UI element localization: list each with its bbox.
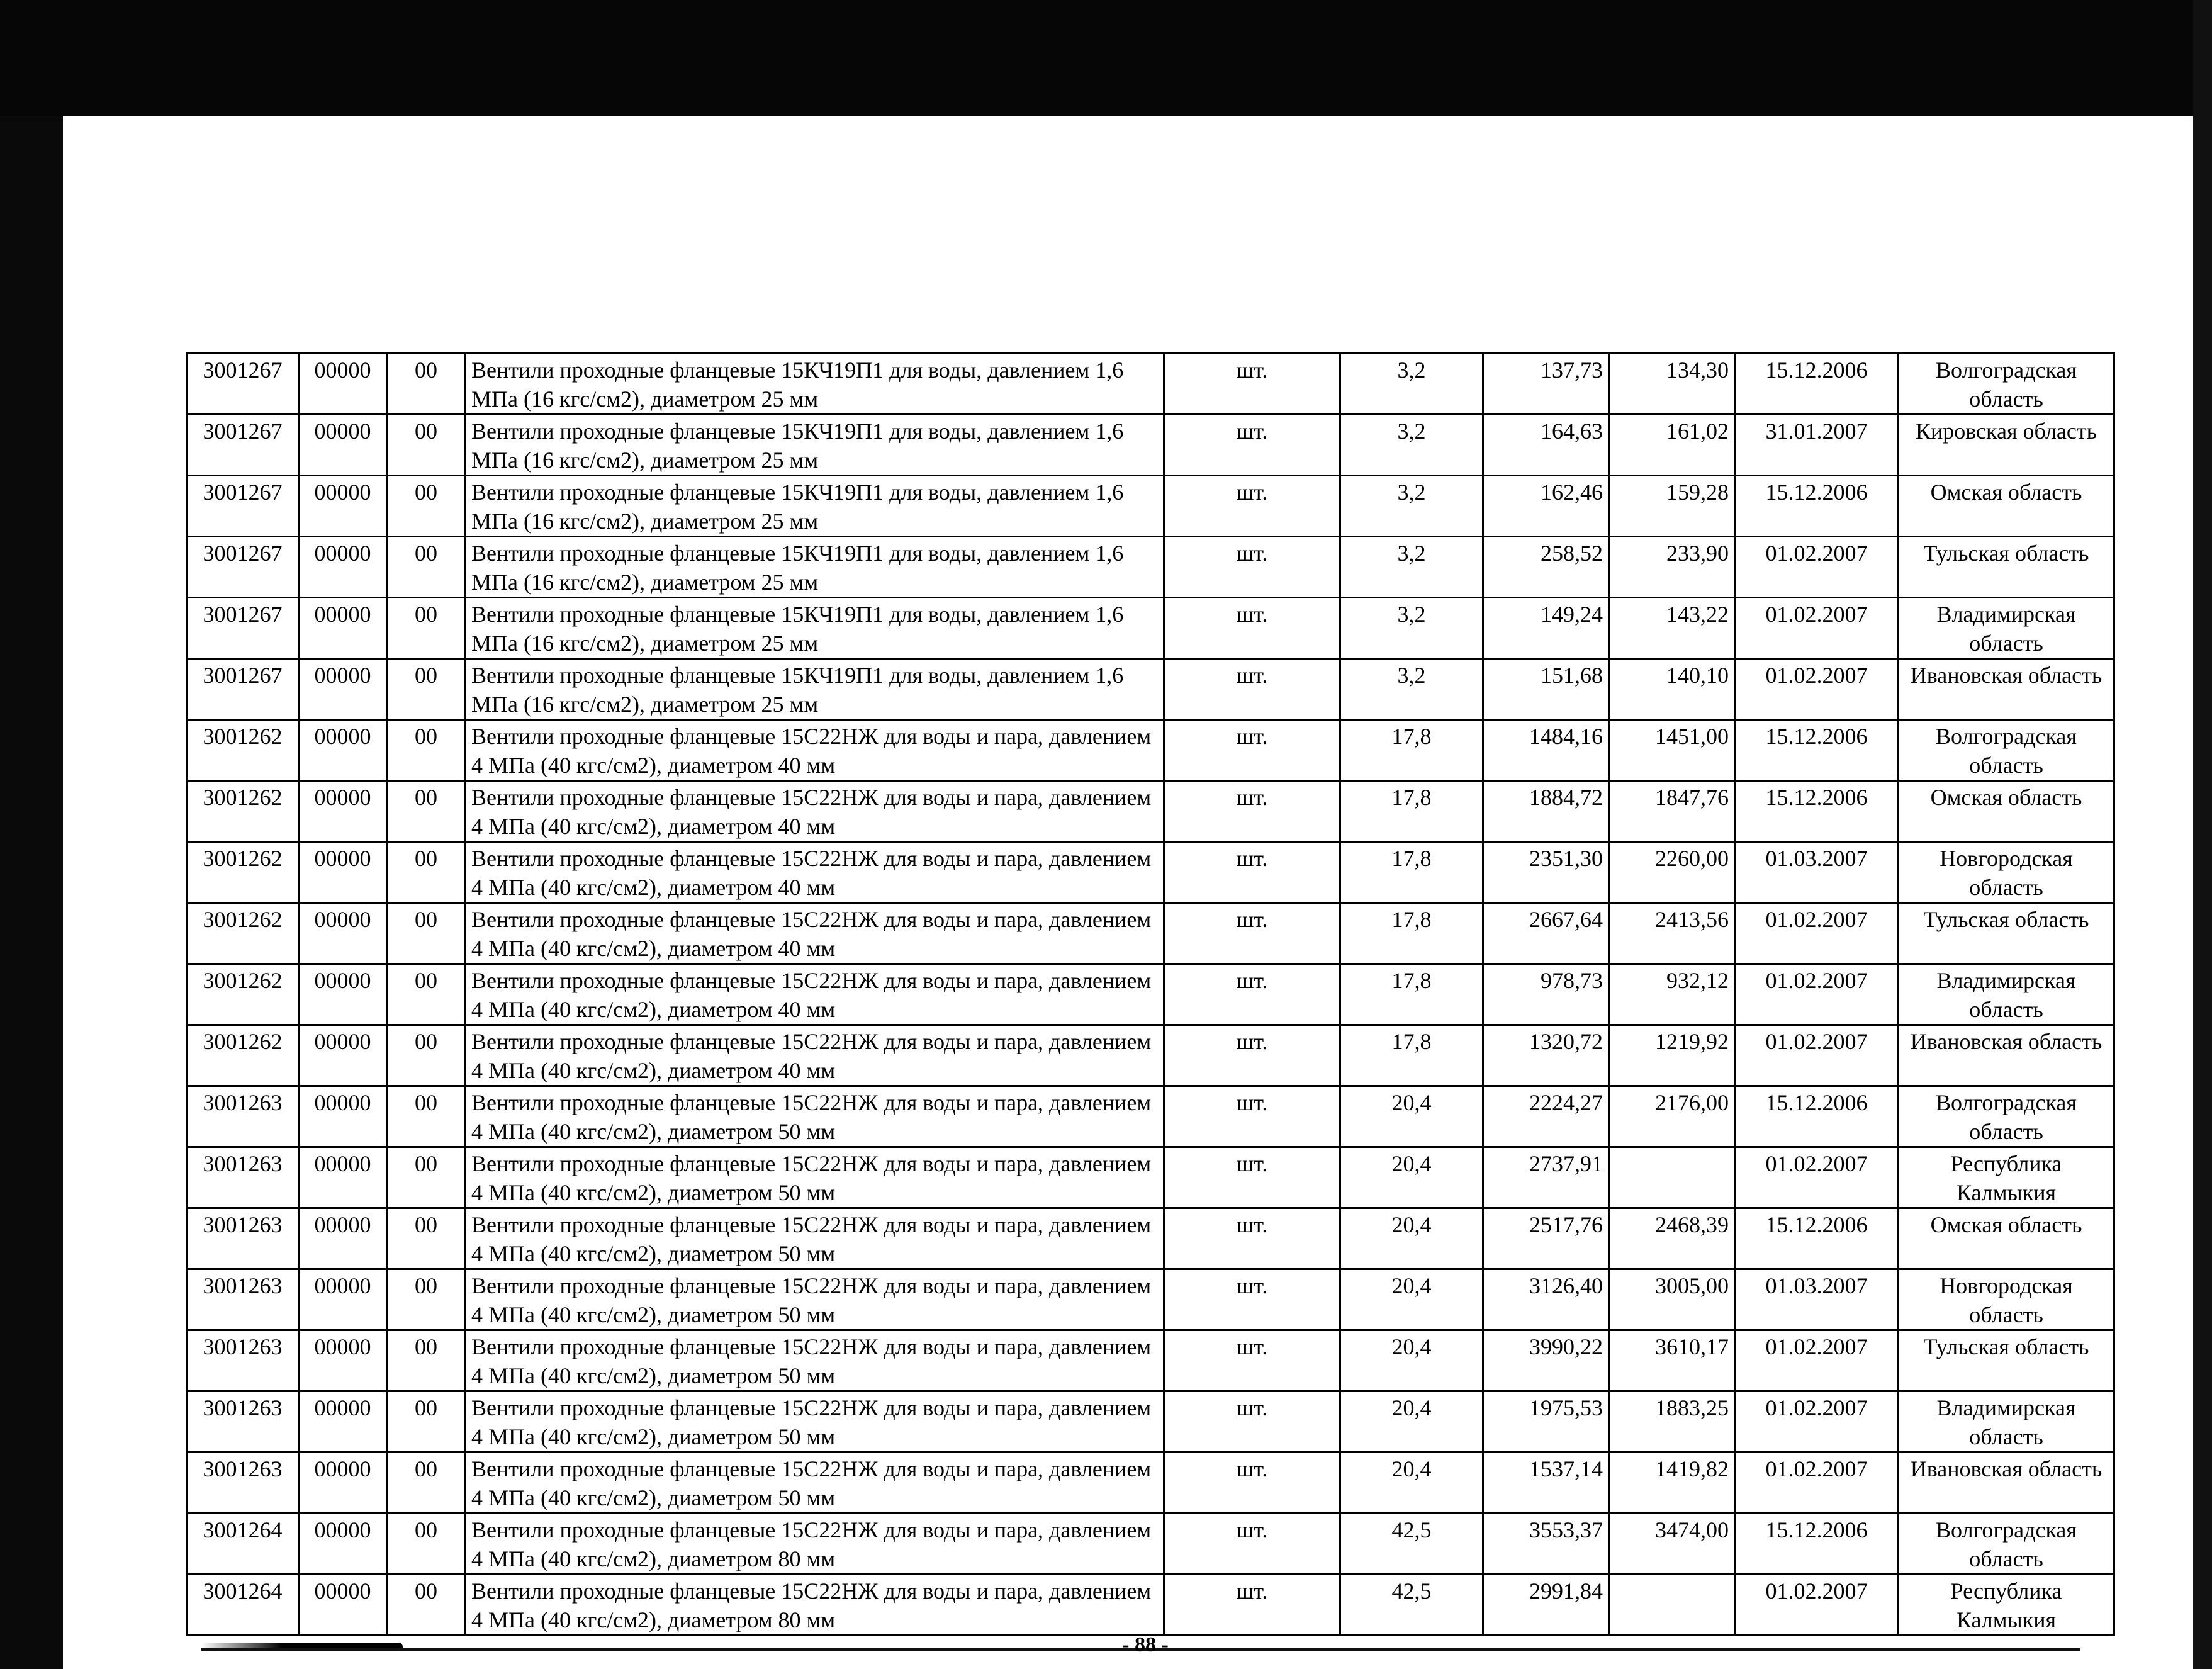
subcode-cell: 00000 — [299, 1575, 387, 1636]
weight-cell: 42,5 — [1340, 1514, 1483, 1575]
region-cell: Ивановская область — [1899, 659, 2114, 720]
price-alt-cell: 2413,56 — [1609, 903, 1735, 964]
date-cell: 01.03.2007 — [1735, 1269, 1899, 1330]
region-cell: Ивановская область — [1899, 1453, 2114, 1514]
weight-cell: 17,8 — [1340, 720, 1483, 781]
price-alt-cell: 3005,00 — [1609, 1269, 1735, 1330]
region-cell: Волгоградская область — [1899, 1514, 2114, 1575]
price-alt-cell: 1451,00 — [1609, 720, 1735, 781]
description-cell: Вентили проходные фланцевые 15С22НЖ для воды и пара, давлением 4 МПа (40 кгс/см2), диаметром 40 мм — [466, 903, 1164, 964]
index-cell: 00 — [387, 1453, 466, 1514]
description-cell: Вентили проходные фланцевые 15С22НЖ для воды и пара, давлением 4 МПа (40 кгс/см2), диаметром 40 мм — [466, 964, 1164, 1025]
unit-cell: шт. — [1164, 415, 1340, 476]
unit-cell: шт. — [1164, 1147, 1340, 1208]
description-cell: Вентили проходные фланцевые 15КЧ19П1 для воды, давлением 1,6 МПа (16 кгс/см2), диаметром 25 мм — [466, 537, 1164, 598]
index-cell: 00 — [387, 598, 466, 659]
index-cell: 00 — [387, 1269, 466, 1330]
table-row — [187, 537, 2114, 598]
code-cell: 3001267 — [187, 415, 299, 476]
unit-cell: шт. — [1164, 781, 1340, 842]
subcode-cell: 00000 — [299, 781, 387, 842]
price-alt-cell: 233,90 — [1609, 537, 1735, 598]
subcode-cell: 00000 — [299, 1391, 387, 1453]
price-cell: 3553,37 — [1483, 1514, 1609, 1575]
subcode-cell: 00000 — [299, 659, 387, 720]
table-row — [187, 1575, 2114, 1636]
price-table — [186, 352, 2115, 1636]
unit-cell: шт. — [1164, 842, 1340, 903]
code-cell: 3001264 — [187, 1575, 299, 1636]
region-cell: Новгородская область — [1899, 1269, 2114, 1330]
subcode-cell: 00000 — [299, 1025, 387, 1086]
index-cell: 00 — [387, 1575, 466, 1636]
scan-left-border — [0, 116, 63, 1669]
table-row — [187, 1330, 2114, 1391]
price-cell: 2517,76 — [1483, 1208, 1609, 1269]
weight-cell: 17,8 — [1340, 1025, 1483, 1086]
subcode-cell: 00000 — [299, 1453, 387, 1514]
price-cell: 258,52 — [1483, 537, 1609, 598]
weight-cell: 17,8 — [1340, 781, 1483, 842]
table-row — [187, 1391, 2114, 1453]
price-alt-cell: 1219,92 — [1609, 1025, 1735, 1086]
index-cell: 00 — [387, 537, 466, 598]
price-alt-cell: 161,02 — [1609, 415, 1735, 476]
region-cell: Волгоградская область — [1899, 1086, 2114, 1147]
index-cell: 00 — [387, 1330, 466, 1391]
subcode-cell: 00000 — [299, 1208, 387, 1269]
description-cell: Вентили проходные фланцевые 15КЧ19П1 для воды, давлением 1,6 МПа (16 кгс/см2), диаметром 25 мм — [466, 598, 1164, 659]
table-row — [187, 1514, 2114, 1575]
description-cell: Вентили проходные фланцевые 15С22НЖ для воды и пара, давлением 4 МПа (40 кгс/см2), диаметром 50 мм — [466, 1086, 1164, 1147]
description-cell: Вентили проходные фланцевые 15С22НЖ для воды и пара, давлением 4 МПа (40 кгс/см2), диаметром 40 мм — [466, 781, 1164, 842]
code-cell: 3001262 — [187, 842, 299, 903]
index-cell: 00 — [387, 1391, 466, 1453]
description-cell: Вентили проходные фланцевые 15С22НЖ для воды и пара, давлением 4 МПа (40 кгс/см2), диаметром 40 мм — [466, 720, 1164, 781]
date-cell: 15.12.2006 — [1735, 354, 1899, 415]
weight-cell: 3,2 — [1340, 476, 1483, 537]
description-cell: Вентили проходные фланцевые 15С22НЖ для воды и пара, давлением 4 МПа (40 кгс/см2), диаметром 50 мм — [466, 1391, 1164, 1453]
code-cell: 3001263 — [187, 1269, 299, 1330]
table-row — [187, 1269, 2114, 1330]
description-cell: Вентили проходные фланцевые 15С22НЖ для воды и пара, давлением 4 МПа (40 кгс/см2), диаметром 50 мм — [466, 1269, 1164, 1330]
region-cell: Тульская область — [1899, 537, 2114, 598]
region-cell: Кировская область — [1899, 415, 2114, 476]
subcode-cell: 00000 — [299, 415, 387, 476]
region-cell: Омская область — [1899, 781, 2114, 842]
price-table-body — [187, 354, 2114, 1636]
weight-cell: 17,8 — [1340, 903, 1483, 964]
region-cell: Омская область — [1899, 1208, 2114, 1269]
table-row — [187, 476, 2114, 537]
price-cell: 2224,27 — [1483, 1086, 1609, 1147]
date-cell: 01.02.2007 — [1735, 1575, 1899, 1636]
date-cell: 15.12.2006 — [1735, 720, 1899, 781]
weight-cell: 20,4 — [1340, 1086, 1483, 1147]
weight-cell: 20,4 — [1340, 1208, 1483, 1269]
weight-cell: 20,4 — [1340, 1453, 1483, 1514]
table-row — [187, 720, 2114, 781]
weight-cell: 3,2 — [1340, 415, 1483, 476]
region-cell: Волгоградская область — [1899, 720, 2114, 781]
price-cell: 149,24 — [1483, 598, 1609, 659]
weight-cell: 3,2 — [1340, 354, 1483, 415]
table-row — [187, 415, 2114, 476]
price-cell: 162,46 — [1483, 476, 1609, 537]
weight-cell: 20,4 — [1340, 1391, 1483, 1453]
unit-cell: шт. — [1164, 1391, 1340, 1453]
subcode-cell: 00000 — [299, 720, 387, 781]
date-cell: 01.02.2007 — [1735, 964, 1899, 1025]
date-cell: 01.03.2007 — [1735, 842, 1899, 903]
table-row — [187, 903, 2114, 964]
scan-top-border — [0, 0, 2212, 116]
index-cell: 00 — [387, 842, 466, 903]
price-cell: 978,73 — [1483, 964, 1609, 1025]
region-cell: Владимирская область — [1899, 1391, 2114, 1453]
date-cell: 01.02.2007 — [1735, 1391, 1899, 1453]
index-cell: 00 — [387, 354, 466, 415]
region-cell: Волгоградская область — [1899, 354, 2114, 415]
price-cell: 2351,30 — [1483, 842, 1609, 903]
description-cell: Вентили проходные фланцевые 15С22НЖ для воды и пара, давлением 4 МПа (40 кгс/см2), диаметром 80 мм — [466, 1514, 1164, 1575]
weight-cell: 42,5 — [1340, 1575, 1483, 1636]
code-cell: 3001263 — [187, 1208, 299, 1269]
code-cell: 3001267 — [187, 476, 299, 537]
price-alt-cell — [1609, 1147, 1735, 1208]
description-cell: Вентили проходные фланцевые 15С22НЖ для воды и пара, давлением 4 МПа (40 кгс/см2), диаметром 50 мм — [466, 1330, 1164, 1391]
date-cell: 15.12.2006 — [1735, 1514, 1899, 1575]
price-alt-cell: 143,22 — [1609, 598, 1735, 659]
price-alt-cell: 140,10 — [1609, 659, 1735, 720]
index-cell: 00 — [387, 964, 466, 1025]
unit-cell: шт. — [1164, 598, 1340, 659]
price-cell: 1975,53 — [1483, 1391, 1609, 1453]
date-cell: 15.12.2006 — [1735, 1208, 1899, 1269]
subcode-cell: 00000 — [299, 1330, 387, 1391]
price-alt-cell: 134,30 — [1609, 354, 1735, 415]
subcode-cell: 00000 — [299, 537, 387, 598]
unit-cell: шт. — [1164, 1208, 1340, 1269]
price-cell: 1320,72 — [1483, 1025, 1609, 1086]
code-cell: 3001263 — [187, 1391, 299, 1453]
code-cell: 3001262 — [187, 781, 299, 842]
subcode-cell: 00000 — [299, 1147, 387, 1208]
region-cell: Республика Калмыкия — [1899, 1575, 2114, 1636]
index-cell: 00 — [387, 476, 466, 537]
unit-cell: шт. — [1164, 1330, 1340, 1391]
table-row — [187, 354, 2114, 415]
price-cell: 2991,84 — [1483, 1575, 1609, 1636]
price-alt-cell: 159,28 — [1609, 476, 1735, 537]
subcode-cell: 00000 — [299, 1086, 387, 1147]
weight-cell: 17,8 — [1340, 842, 1483, 903]
price-cell: 164,63 — [1483, 415, 1609, 476]
date-cell: 31.01.2007 — [1735, 415, 1899, 476]
date-cell: 01.02.2007 — [1735, 1147, 1899, 1208]
table-row — [187, 1025, 2114, 1086]
table-row — [187, 659, 2114, 720]
index-cell: 00 — [387, 659, 466, 720]
description-cell: Вентили проходные фланцевые 15КЧ19П1 для воды, давлением 1,6 МПа (16 кгс/см2), диаметром 25 мм — [466, 354, 1164, 415]
weight-cell: 17,8 — [1340, 964, 1483, 1025]
region-cell: Тульская область — [1899, 903, 2114, 964]
date-cell: 01.02.2007 — [1735, 598, 1899, 659]
description-cell: Вентили проходные фланцевые 15С22НЖ для воды и пара, давлением 4 МПа (40 кгс/см2), диаметром 50 мм — [466, 1147, 1164, 1208]
price-alt-cell: 2260,00 — [1609, 842, 1735, 903]
index-cell: 00 — [387, 781, 466, 842]
index-cell: 00 — [387, 1025, 466, 1086]
index-cell: 00 — [387, 720, 466, 781]
table-row — [187, 598, 2114, 659]
region-cell: Тульская область — [1899, 1330, 2114, 1391]
weight-cell: 3,2 — [1340, 659, 1483, 720]
page-number: - 88 - — [1122, 1633, 1169, 1656]
subcode-cell: 00000 — [299, 1514, 387, 1575]
unit-cell: шт. — [1164, 1086, 1340, 1147]
code-cell: 3001264 — [187, 1514, 299, 1575]
price-cell: 137,73 — [1483, 354, 1609, 415]
description-cell: Вентили проходные фланцевые 15КЧ19П1 для воды, давлением 1,6 МПа (16 кгс/см2), диаметром 25 мм — [466, 415, 1164, 476]
price-alt-cell: 1419,82 — [1609, 1453, 1735, 1514]
index-cell: 00 — [387, 903, 466, 964]
date-cell: 01.02.2007 — [1735, 1330, 1899, 1391]
unit-cell: шт. — [1164, 903, 1340, 964]
description-cell: Вентили проходные фланцевые 15С22НЖ для воды и пара, давлением 4 МПа (40 кгс/см2), диаметром 40 мм — [466, 1025, 1164, 1086]
unit-cell: шт. — [1164, 1269, 1340, 1330]
code-cell: 3001267 — [187, 598, 299, 659]
index-cell: 00 — [387, 1208, 466, 1269]
table-row — [187, 1086, 2114, 1147]
price-alt-cell: 932,12 — [1609, 964, 1735, 1025]
description-cell: Вентили проходные фланцевые 15КЧ19П1 для воды, давлением 1,6 МПа (16 кгс/см2), диаметром 25 мм — [466, 476, 1164, 537]
unit-cell: шт. — [1164, 1575, 1340, 1636]
price-cell: 151,68 — [1483, 659, 1609, 720]
table-row — [187, 1208, 2114, 1269]
table-row — [187, 781, 2114, 842]
unit-cell: шт. — [1164, 720, 1340, 781]
index-cell: 00 — [387, 1086, 466, 1147]
region-cell: Владимирская область — [1899, 964, 2114, 1025]
code-cell: 3001263 — [187, 1147, 299, 1208]
region-cell: Омская область — [1899, 476, 2114, 537]
region-cell: Владимирская область — [1899, 598, 2114, 659]
price-cell: 3990,22 — [1483, 1330, 1609, 1391]
table-row — [187, 1147, 2114, 1208]
region-cell: Республика Калмыкия — [1899, 1147, 2114, 1208]
subcode-cell: 00000 — [299, 1269, 387, 1330]
price-alt-cell — [1609, 1575, 1735, 1636]
weight-cell: 20,4 — [1340, 1330, 1483, 1391]
date-cell: 15.12.2006 — [1735, 1086, 1899, 1147]
code-cell: 3001262 — [187, 903, 299, 964]
code-cell: 3001267 — [187, 659, 299, 720]
weight-cell: 3,2 — [1340, 598, 1483, 659]
date-cell: 01.02.2007 — [1735, 1025, 1899, 1086]
code-cell: 3001262 — [187, 964, 299, 1025]
code-cell: 3001262 — [187, 1025, 299, 1086]
subcode-cell: 00000 — [299, 598, 387, 659]
price-cell: 1537,14 — [1483, 1453, 1609, 1514]
price-cell: 3126,40 — [1483, 1269, 1609, 1330]
unit-cell: шт. — [1164, 476, 1340, 537]
unit-cell: шт. — [1164, 354, 1340, 415]
table-row — [187, 842, 2114, 903]
description-cell: Вентили проходные фланцевые 15С22НЖ для воды и пара, давлением 4 МПа (40 кгс/см2), диаметром 50 мм — [466, 1208, 1164, 1269]
price-alt-cell: 1883,25 — [1609, 1391, 1735, 1453]
weight-cell: 20,4 — [1340, 1147, 1483, 1208]
date-cell: 15.12.2006 — [1735, 781, 1899, 842]
table-row — [187, 1453, 2114, 1514]
index-cell: 00 — [387, 1514, 466, 1575]
table-row — [187, 964, 2114, 1025]
region-cell: Ивановская область — [1899, 1025, 2114, 1086]
price-cell: 2737,91 — [1483, 1147, 1609, 1208]
date-cell: 15.12.2006 — [1735, 476, 1899, 537]
unit-cell: шт. — [1164, 964, 1340, 1025]
price-cell: 1884,72 — [1483, 781, 1609, 842]
price-alt-cell: 1847,76 — [1609, 781, 1735, 842]
date-cell: 01.02.2007 — [1735, 659, 1899, 720]
weight-cell: 20,4 — [1340, 1269, 1483, 1330]
code-cell: 3001262 — [187, 720, 299, 781]
unit-cell: шт. — [1164, 659, 1340, 720]
description-cell: Вентили проходные фланцевые 15С22НЖ для воды и пара, давлением 4 МПа (40 кгс/см2), диаметром 40 мм — [466, 842, 1164, 903]
subcode-cell: 00000 — [299, 842, 387, 903]
subcode-cell: 00000 — [299, 354, 387, 415]
unit-cell: шт. — [1164, 1453, 1340, 1514]
region-cell: Новгородская область — [1899, 842, 2114, 903]
description-cell: Вентили проходные фланцевые 15КЧ19П1 для воды, давлением 1,6 МПа (16 кгс/см2), диаметром 25 мм — [466, 659, 1164, 720]
subcode-cell: 00000 — [299, 964, 387, 1025]
weight-cell: 3,2 — [1340, 537, 1483, 598]
unit-cell: шт. — [1164, 537, 1340, 598]
index-cell: 00 — [387, 415, 466, 476]
unit-cell: шт. — [1164, 1514, 1340, 1575]
price-cell: 2667,64 — [1483, 903, 1609, 964]
price-cell: 1484,16 — [1483, 720, 1609, 781]
price-alt-cell: 2468,39 — [1609, 1208, 1735, 1269]
date-cell: 01.02.2007 — [1735, 1453, 1899, 1514]
subcode-cell: 00000 — [299, 903, 387, 964]
price-alt-cell: 3474,00 — [1609, 1514, 1735, 1575]
description-cell: Вентили проходные фланцевые 15С22НЖ для воды и пара, давлением 4 МПа (40 кгс/см2), диаметром 50 мм — [466, 1453, 1164, 1514]
scan-right-border — [2193, 0, 2212, 1669]
date-cell: 01.02.2007 — [1735, 537, 1899, 598]
date-cell: 01.02.2007 — [1735, 903, 1899, 964]
price-alt-cell: 3610,17 — [1609, 1330, 1735, 1391]
unit-cell: шт. — [1164, 1025, 1340, 1086]
code-cell: 3001263 — [187, 1453, 299, 1514]
code-cell: 3001267 — [187, 354, 299, 415]
price-alt-cell: 2176,00 — [1609, 1086, 1735, 1147]
code-cell: 3001263 — [187, 1086, 299, 1147]
subcode-cell: 00000 — [299, 476, 387, 537]
code-cell: 3001263 — [187, 1330, 299, 1391]
index-cell: 00 — [387, 1147, 466, 1208]
code-cell: 3001267 — [187, 537, 299, 598]
description-cell: Вентили проходные фланцевые 15С22НЖ для воды и пара, давлением 4 МПа (40 кгс/см2), диаметром 80 мм — [466, 1575, 1164, 1636]
